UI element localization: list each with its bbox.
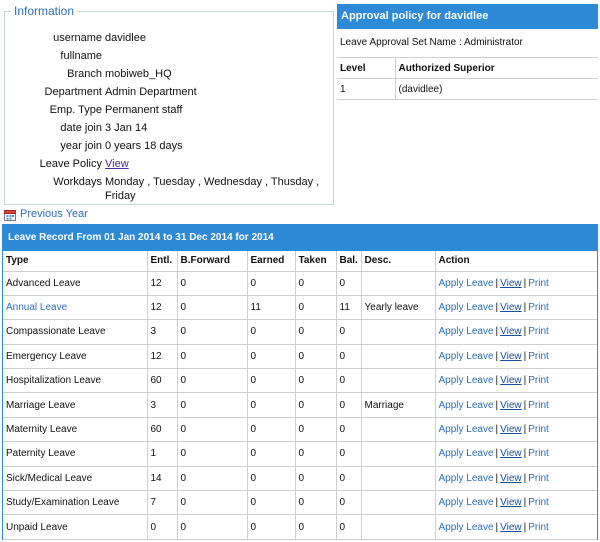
view-link[interactable]: View (500, 277, 522, 289)
brought-forward-cell: 0 (177, 271, 247, 295)
action-separator: | (495, 399, 499, 411)
action-separator: | (523, 472, 527, 484)
entitlement-cell: 0 (147, 515, 177, 539)
leave-record-header-row (3, 251, 597, 271)
brought-forward-cell: 0 (177, 344, 247, 368)
taken-cell: 0 (295, 515, 336, 539)
view-link[interactable]: View (500, 521, 522, 533)
approval-policy-panel (337, 4, 598, 100)
action-cell (435, 393, 597, 417)
brought-forward-cell: 0 (177, 320, 247, 344)
action-cell (435, 466, 597, 490)
apply-leave-link[interactable]: Apply Leave (438, 521, 494, 533)
leave-type-cell: Maternity Leave (3, 417, 147, 441)
leave-type-cell[interactable]: Annual Leave (3, 295, 147, 319)
approval-superior: (davidlee) (395, 79, 598, 100)
info-label: Workdays (53, 176, 102, 188)
action-separator: | (495, 326, 499, 338)
print-link[interactable]: Print (528, 326, 549, 338)
apply-leave-link[interactable]: Apply Leave (438, 399, 494, 411)
info-label: fullname (60, 50, 102, 62)
taken-cell: 0 (295, 417, 336, 441)
action-separator: | (495, 497, 499, 509)
print-link[interactable]: Print (528, 375, 549, 387)
description-cell (361, 442, 435, 466)
action-cell (435, 491, 597, 515)
view-link[interactable]: View (500, 350, 522, 362)
print-link[interactable]: Print (528, 448, 549, 460)
taken-cell: 0 (295, 320, 336, 344)
view-link[interactable]: View (500, 424, 522, 436)
approval-header-row (337, 58, 598, 79)
info-label: Branch (67, 68, 102, 80)
taken-cell: 0 (295, 491, 336, 515)
entitlement-cell: 60 (147, 369, 177, 393)
action-separator: | (523, 326, 527, 338)
earned-cell: 0 (247, 344, 295, 368)
description-cell (361, 369, 435, 393)
entitlement-cell: 12 (147, 271, 177, 295)
action-cell (435, 344, 597, 368)
brought-forward-cell: 0 (177, 295, 247, 319)
info-value: mobiweb_HQ (105, 68, 172, 80)
leave-type-cell: Unpaid Leave (3, 515, 147, 539)
leave-record-table (3, 251, 597, 540)
balance-cell: 0 (336, 320, 361, 344)
apply-leave-link[interactable]: Apply Leave (438, 302, 494, 314)
taken-cell: 0 (295, 466, 336, 490)
balance-cell: 0 (336, 344, 361, 368)
table-row (3, 466, 597, 490)
table-row (3, 393, 597, 417)
entitlement-cell: 3 (147, 393, 177, 417)
action-separator: | (523, 302, 527, 314)
action-cell (435, 271, 597, 295)
action-separator: | (495, 521, 499, 533)
info-label: Emp. Type (49, 104, 102, 116)
earned-cell: 0 (247, 320, 295, 344)
action-separator: | (523, 448, 527, 460)
leave-type-cell: Advanced Leave (3, 271, 147, 295)
entitlement-cell: 1 (147, 442, 177, 466)
column-header-desc: Desc. (361, 251, 435, 271)
action-cell (435, 320, 597, 344)
description-cell (361, 515, 435, 539)
description-cell: Yearly leave (361, 295, 435, 319)
print-link[interactable]: Print (528, 350, 549, 362)
apply-leave-link[interactable]: Apply Leave (438, 375, 494, 387)
column-header-bal: Bal. (336, 251, 361, 271)
info-label: year join (60, 140, 102, 152)
balance-cell: 0 (336, 491, 361, 515)
description-cell (361, 344, 435, 368)
description-cell (361, 417, 435, 441)
leave-record-panel (2, 224, 598, 540)
earned-cell: 0 (247, 369, 295, 393)
print-link[interactable]: Print (528, 399, 549, 411)
action-separator: | (523, 375, 527, 387)
view-link[interactable]: View (500, 497, 522, 509)
balance-cell: 0 (336, 393, 361, 417)
balance-cell: 0 (336, 466, 361, 490)
balance-cell: 0 (336, 442, 361, 466)
print-link[interactable]: Print (528, 521, 549, 533)
column-header-level: Level (337, 58, 395, 79)
info-value: davidlee (105, 32, 146, 44)
info-value: 3 Jan 14 (105, 122, 148, 134)
column-header-bforward: B.Forward (177, 251, 247, 271)
previous-year-link[interactable] (4, 206, 88, 222)
brought-forward-cell: 0 (177, 369, 247, 393)
table-row (3, 442, 597, 466)
info-value: Monday , Tuesday , Wednesday , Thusday , Friday (105, 176, 320, 202)
description-cell: Marriage (361, 393, 435, 417)
action-separator: | (523, 277, 527, 289)
apply-leave-link[interactable]: Apply Leave (438, 326, 494, 338)
brought-forward-cell: 0 (177, 515, 247, 539)
info-label: date join (60, 122, 102, 134)
apply-leave-link[interactable]: Apply Leave (438, 448, 494, 460)
view-link[interactable]: View (500, 472, 522, 484)
entitlement-cell: 3 (147, 320, 177, 344)
earned-cell: 0 (247, 491, 295, 515)
earned-cell: 0 (247, 417, 295, 441)
description-cell (361, 320, 435, 344)
column-header-type: Type (3, 251, 147, 271)
leave-record-title: Leave Record From 01 Jan 2014 to 31 Dec 2014 for 2014 (3, 225, 597, 251)
table-row (3, 320, 597, 344)
description-cell (361, 271, 435, 295)
info-label: Leave Policy (39, 158, 102, 170)
information-legend: Information (11, 4, 77, 18)
action-separator: | (495, 375, 499, 387)
balance-cell: 0 (336, 369, 361, 393)
taken-cell: 0 (295, 393, 336, 417)
action-separator: | (495, 350, 499, 362)
taken-cell: 0 (295, 271, 336, 295)
info-value: Permanent staff (105, 104, 183, 116)
apply-leave-link[interactable]: Apply Leave (438, 277, 494, 289)
balance-cell: 0 (336, 417, 361, 441)
print-link[interactable]: Print (528, 424, 549, 436)
approval-policy-title: Approval policy for davidlee (337, 4, 598, 29)
action-separator: | (495, 472, 499, 484)
earned-cell: 0 (247, 271, 295, 295)
action-cell (435, 369, 597, 393)
print-link[interactable]: Print (528, 497, 549, 509)
table-row (3, 344, 597, 368)
view-link[interactable]: View (500, 326, 522, 338)
column-header-earned: Earned (247, 251, 295, 271)
information-panel (4, 4, 334, 205)
earned-cell: 11 (247, 295, 295, 319)
earned-cell: 0 (247, 515, 295, 539)
action-separator: | (495, 448, 499, 460)
action-cell (435, 295, 597, 319)
action-separator: | (495, 277, 499, 289)
entitlement-cell: 7 (147, 491, 177, 515)
apply-leave-link[interactable]: Apply Leave (438, 350, 494, 362)
balance-cell: 0 (336, 515, 361, 539)
info-value: Admin Department (105, 86, 197, 98)
view-link[interactable]: View (500, 302, 522, 314)
earned-cell: 0 (247, 466, 295, 490)
column-header-action: Action (435, 251, 597, 271)
table-row (3, 491, 597, 515)
leave-type-cell: Emergency Leave (3, 344, 147, 368)
view-link[interactable]: View (500, 448, 522, 460)
table-row (3, 271, 597, 295)
taken-cell: 0 (295, 442, 336, 466)
leave-type-cell: Compassionate Leave (3, 320, 147, 344)
action-separator: | (495, 302, 499, 314)
table-row (3, 369, 597, 393)
info-label: username (53, 32, 102, 44)
print-link[interactable]: Print (528, 277, 549, 289)
approval-set-name: Leave Approval Set Name : Administrator (340, 37, 523, 48)
brought-forward-cell: 0 (177, 417, 247, 441)
brought-forward-cell: 0 (177, 491, 247, 515)
apply-leave-link[interactable]: Apply Leave (438, 497, 494, 509)
entitlement-cell: 14 (147, 466, 177, 490)
entitlement-cell: 12 (147, 295, 177, 319)
taken-cell: 0 (295, 369, 336, 393)
taken-cell: 0 (295, 295, 336, 319)
balance-cell: 0 (336, 271, 361, 295)
action-separator: | (523, 424, 527, 436)
table-row (3, 295, 597, 319)
earned-cell: 0 (247, 393, 295, 417)
print-link[interactable]: Print (528, 472, 549, 484)
leave-type-cell: Study/Examination Leave (3, 491, 147, 515)
approval-table (337, 57, 598, 100)
brought-forward-cell: 0 (177, 466, 247, 490)
action-separator: | (523, 521, 527, 533)
column-header-taken: Taken (295, 251, 336, 271)
action-separator: | (523, 497, 527, 509)
previous-year-label[interactable]: Previous Year (20, 208, 88, 220)
brought-forward-cell: 0 (177, 442, 247, 466)
table-row (3, 417, 597, 441)
approval-row (337, 79, 598, 100)
view-link[interactable]: View (500, 375, 522, 387)
apply-leave-link[interactable]: Apply Leave (438, 472, 494, 484)
approval-level: 1 (337, 79, 395, 100)
table-row (3, 515, 597, 539)
entitlement-cell: 60 (147, 417, 177, 441)
action-separator: | (523, 350, 527, 362)
brought-forward-cell: 0 (177, 393, 247, 417)
action-cell (435, 515, 597, 539)
description-cell (361, 466, 435, 490)
leave-type-cell: Hospitalization Leave (3, 369, 147, 393)
description-cell (361, 491, 435, 515)
info-label: Department (44, 86, 102, 98)
entitlement-cell: 12 (147, 344, 177, 368)
action-cell (435, 442, 597, 466)
action-separator: | (495, 424, 499, 436)
column-header-authorized-superior: Authorized Superior (395, 58, 598, 79)
view-link[interactable]: View (500, 399, 522, 411)
earned-cell: 0 (247, 442, 295, 466)
action-cell (435, 417, 597, 441)
column-header-entl: Entl. (147, 251, 177, 271)
print-link[interactable]: Print (528, 302, 549, 314)
leave-type-cell: Paternity Leave (3, 442, 147, 466)
apply-leave-link[interactable]: Apply Leave (438, 424, 494, 436)
balance-cell: 11 (336, 295, 361, 319)
calendar-icon (4, 208, 16, 220)
taken-cell: 0 (295, 344, 336, 368)
leave-type-cell: Sick/Medical Leave (3, 466, 147, 490)
leave-policy-view-link[interactable]: View (105, 158, 129, 170)
info-value: 0 years 18 days (105, 140, 183, 152)
action-separator: | (523, 399, 527, 411)
leave-type-cell: Marriage Leave (3, 393, 147, 417)
